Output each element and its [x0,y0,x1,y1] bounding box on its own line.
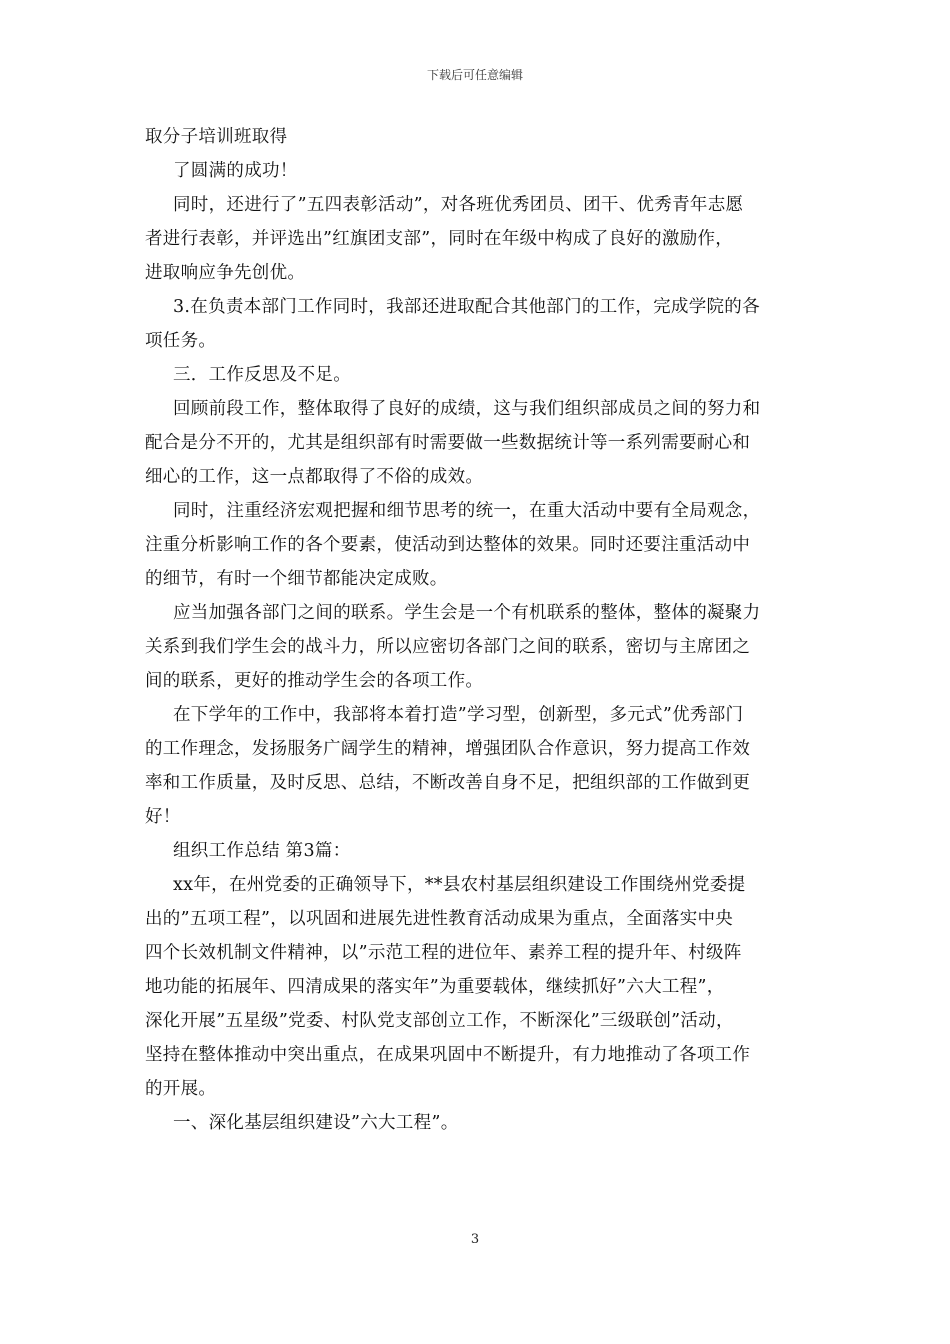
page-number: 3 [470,1232,480,1247]
section-heading: 一、深化基层组织建设”六大工程”。 [173,1113,459,1133]
text-line: 关系到我们学生会的战斗力，所以应密切各部门之间的联系，密切与主席团之 [145,637,751,657]
text-line: 地功能的拓展年、四清成果的落实年”为重要载体，继续抓好”六大工程”， [145,977,725,997]
text-line: 细心的工作，这一点都取得了不俗的成效。 [145,467,484,487]
section-heading: 三．工作反思及不足。 [173,365,351,385]
text-line: 出的”五项工程”，以巩固和进展先进性教育活动成果为重点，全面落实中央 [145,909,734,929]
text-line: 进取响应争先创优。 [145,263,306,283]
text-line: 的工作理念，发扬服务广阔学生的精神，增强团队合作意识，努力提高工作效 [145,739,751,759]
text-line: 四个长效机制文件精神，以”示范工程的进位年、素养工程的提升年、村级阵 [145,943,742,963]
text-line: 了圆满的成功！ [173,161,298,181]
text-line: 的开展。 [145,1079,217,1099]
text-line: 配合是分不开的，尤其是组织部有时需要做一些数据统计等一系列需要耐心和 [145,433,751,453]
text-line: 坚持在整体推动中突出重点，在成果巩固中不断提升，有力地推动了各项工作 [145,1045,751,1065]
section-title: 组织工作总结 第3篇： [173,841,351,861]
text-line: 的细节，有时一个细节都能决定成败。 [145,569,448,589]
text-line: 间的联系，更好的推动学生会的各项工作。 [145,671,484,691]
text-line: 回顾前段工作，整体取得了良好的成绩，这与我们组织部成员之间的努力和 [173,399,761,419]
text-line: 者进行表彰，并评选出”红旗团支部”，同时在年级中构成了良好的激励作， [145,229,734,249]
text-line: 同时，还进行了”五四表彰活动”，对各班优秀团员、团干、优秀青年志愿 [173,195,744,215]
page-header: 下载后可任意编辑 [426,68,523,82]
text-line: 在下学年的工作中，我部将本着打造”学习型，创新型，多元式”优秀部门 [173,705,744,725]
document-body [145,120,810,1140]
text-line: 注重分析影响工作的各个要素，使活动到达整体的效果。同时还要注重活动中 [145,535,751,555]
text-line: xx年，在州党委的正确领导下，**县农村基层组织建设工作围绕州党委提 [173,875,746,895]
text-line: 同时，注重经济宏观把握和细节思考的统一，在重大活动中要有全局观念， [173,501,761,521]
text-line: 取分子培训班取得 [145,127,288,147]
text-line: 好！ [145,807,181,827]
text-line: 3.在负责本部门工作同时，我部还进取配合其他部门的工作，完成学院的各 [173,297,760,317]
text-line: 率和工作质量，及时反思、总结，不断改善自身不足，把组织部的工作做到更 [145,773,751,793]
text-line: 深化开展”五星级”党委、村队党支部创立工作，不断深化”三级联创”活动， [145,1011,734,1031]
text-line: 项任务。 [145,331,217,351]
text-line: 应当加强各部门之间的联系。学生会是一个有机联系的整体，整体的凝聚力 [173,603,761,623]
